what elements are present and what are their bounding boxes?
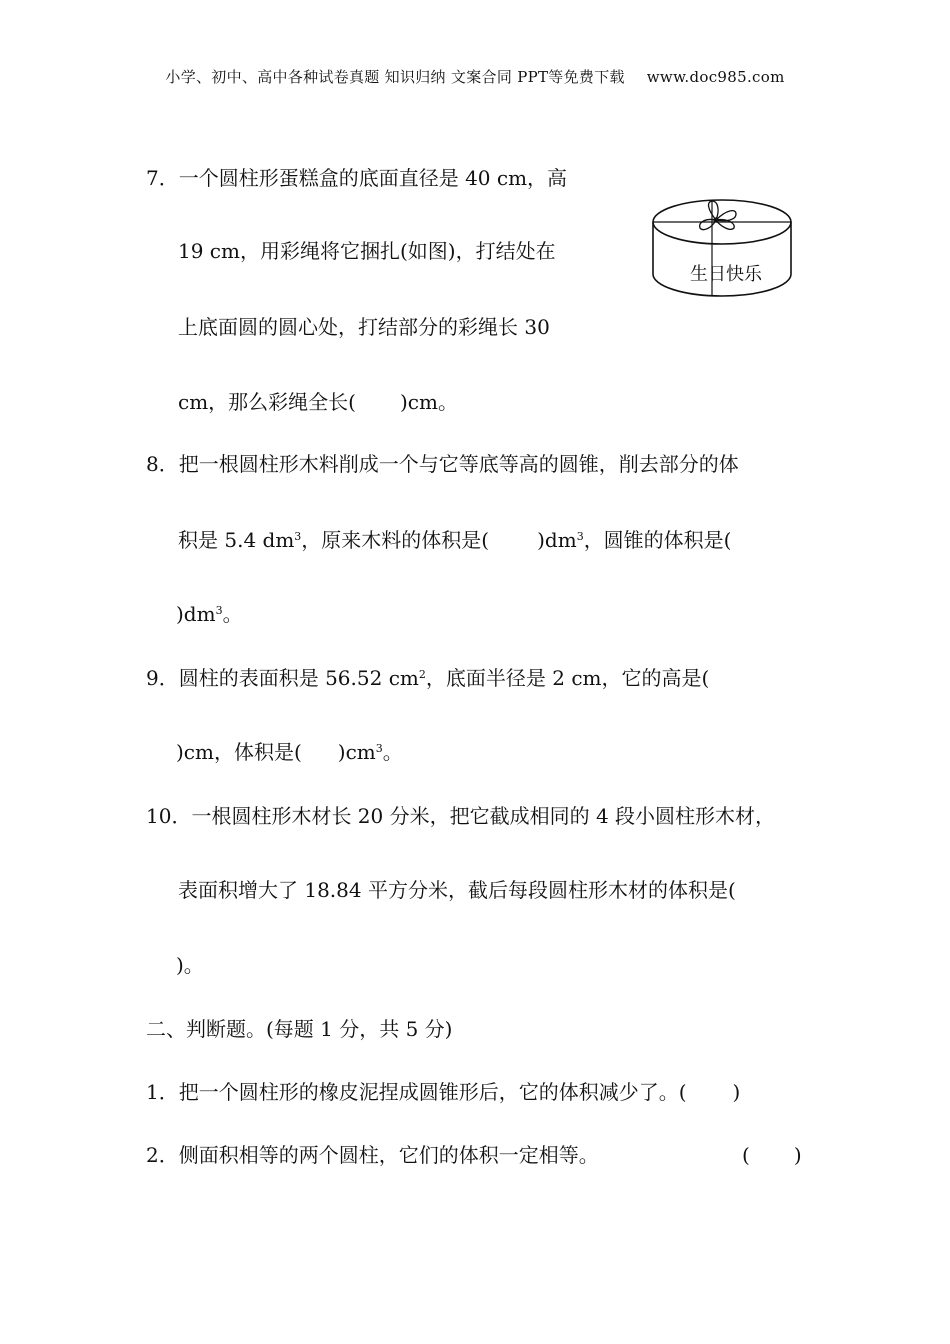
q7-line4 <box>178 388 458 416</box>
q7-line3: 上底面圆的圆心处，打结部分的彩绳长 30 <box>178 315 550 339</box>
judge-item-2-brackets <box>742 1141 802 1169</box>
q8-line3-a: )dm <box>176 602 216 626</box>
q7-line1: 7．一个圆柱形蛋糕盒的底面直径是 40 cm，高 <box>146 166 568 190</box>
judge-item-1 <box>146 1078 740 1106</box>
judge-item-2-close: ) <box>793 1143 802 1167</box>
page-header <box>0 66 950 87</box>
q7-line4-a: cm，那么彩绳全长( <box>178 390 356 414</box>
q9-sup-2: 3 <box>375 742 383 755</box>
q8-sup-1: 3 <box>294 530 302 543</box>
q7-line2: 19 cm，用彩绳将它捆扎(如图)，打结处在 <box>178 239 556 263</box>
judge-item-1-text: 1．把一个圆柱形的橡皮泥捏成圆锥形后，它的体积减少了。( <box>146 1080 687 1104</box>
cake-box-figure <box>650 192 794 304</box>
q8-line1: 8．把一根圆柱形木料削成一个与它等底等高的圆锥，削去部分的体 <box>146 452 739 476</box>
q7-line4-b: )cm。 <box>399 390 458 414</box>
section2-title: 二、判断题。(每题 1 分，共 5 分) <box>146 1017 453 1041</box>
q10-line1: 10．一根圆柱形木材长 20 分米，把它截成相同的 4 段小圆柱形木材， <box>146 804 776 828</box>
cake-box-label: 生日快乐 <box>690 264 762 285</box>
header-site: www.doc985.com <box>646 68 785 86</box>
q8-line3 <box>176 600 243 628</box>
q10-line3: )。 <box>176 953 204 977</box>
q8-sup-2: 3 <box>576 530 584 543</box>
q10-line2: 表面积增大了 18.84 平方分米，截后每段圆柱形木材的体积是( <box>178 878 736 902</box>
q8-sup-3: 3 <box>215 604 223 617</box>
q8-line2-b: ，原来木料的体积是( <box>301 528 490 552</box>
judge-item-2-open: ( <box>742 1143 750 1167</box>
q9-line1-b: ，底面半径是 2 cm，它的高是( <box>425 666 710 690</box>
bow-icon <box>700 201 736 230</box>
q8-line2-a: 积是 5.4 dm <box>178 528 295 552</box>
q9-line2-a: )cm，体积是( <box>176 740 302 764</box>
q8-line2 <box>178 526 732 554</box>
judge-item-1-close: ) <box>732 1080 741 1104</box>
q9-line1-a: 9．圆柱的表面积是 56.52 cm <box>146 666 419 690</box>
q8-line3-b: 。 <box>222 602 243 626</box>
q9-line2 <box>176 738 403 766</box>
q8-line2-d: ，圆锥的体积是( <box>583 528 732 552</box>
q9-sup-1: 2 <box>418 668 426 681</box>
q9-line2-c: 。 <box>382 740 403 764</box>
q9-line2-b: )cm <box>337 740 376 764</box>
q8-line2-c: )dm <box>537 528 577 552</box>
judge-item-2: 2．侧面积相等的两个圆柱，它们的体积一定相等。 <box>146 1143 599 1167</box>
header-text: 小学、初中、高中各种试卷真题 知识归纳 文案合同 PPT等免费下载 <box>165 68 625 86</box>
q9-line1 <box>146 664 709 692</box>
